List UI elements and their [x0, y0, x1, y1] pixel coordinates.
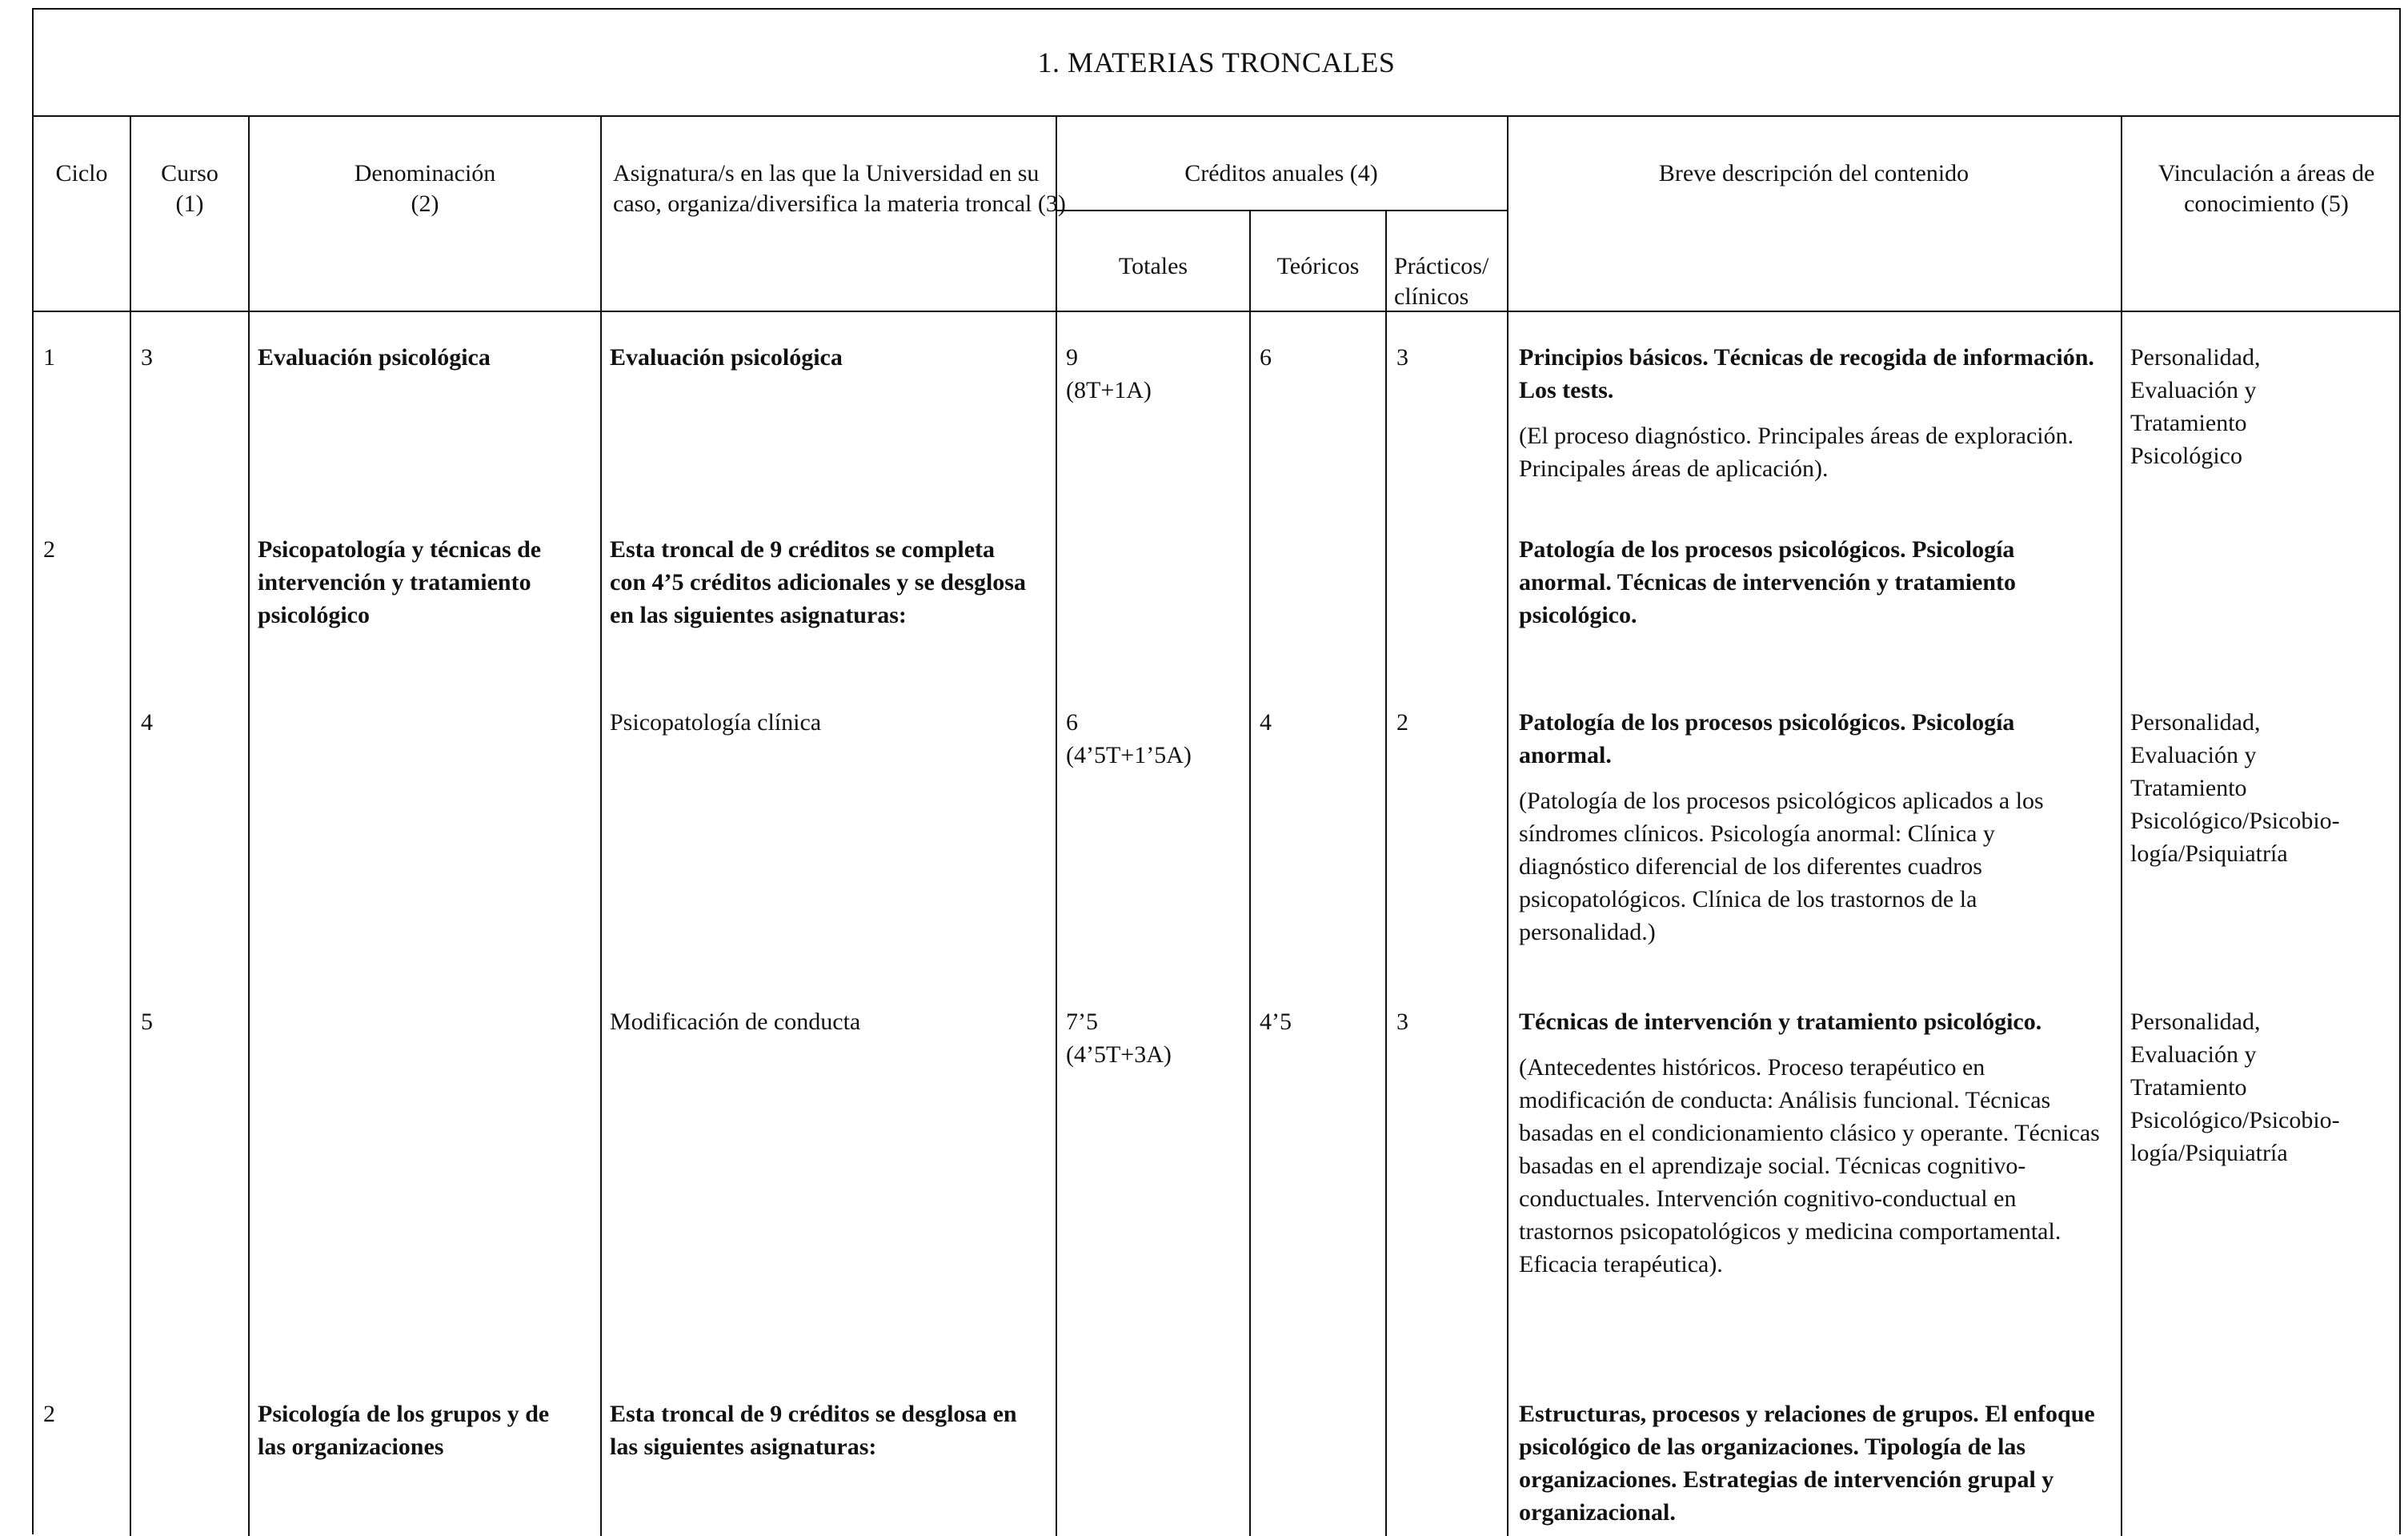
row1-ciclo: 1 [43, 344, 55, 371]
row3-descripcion [1519, 706, 2111, 948]
header-totales: Totales [1118, 253, 1188, 279]
col-divider-8 [2121, 117, 2122, 1536]
row4-vinculacion: Personalidad, Evaluación y Tratamiento Psicológico/Psicobio-logía/Psiquiatría [2130, 1009, 2340, 1166]
header-practicos: Prácticos/ clínicos [1394, 253, 1489, 310]
header-vinculacion: Vinculación a áreas de conocimiento (5) [2158, 160, 2375, 217]
creditos-subheader-rule [1056, 210, 1507, 211]
troncales-table [32, 8, 2401, 1534]
header-ciclo: Ciclo [55, 160, 108, 186]
row5-ciclo: 2 [43, 1401, 55, 1427]
col-divider-6 [1385, 210, 1387, 1536]
header-creditos: Créditos anuales (4) [1184, 160, 1378, 186]
row1-asignatura: Evaluación psicológica [610, 344, 843, 371]
row3-desc-plain: (Patología de los procesos psicológicos aplicados a los síndromes clínicos. Psicología anormal: Clínica y diagnóstico diferencial de los diferentes cuadros psicopatológicos. Clínica de los trastornos de la personalidad.) [1519, 788, 2044, 945]
row3-curso: 4 [141, 709, 153, 736]
row3-totales: 6 (4’5T+1’5A) [1066, 709, 1192, 768]
col-divider-7 [1507, 117, 1509, 1536]
row4-curso: 5 [141, 1009, 153, 1035]
row3-desc-bold: Patología de los procesos psicológicos. Psicología anormal. [1519, 709, 2015, 768]
row2-asignatura: Esta troncal de 9 créditos se completa con 4’5 créditos adicionales y se desglosa en las siguientes asignaturas: [610, 536, 1026, 628]
row1-curso: 3 [141, 344, 153, 371]
col-divider-5 [1249, 210, 1251, 1536]
row2-descripcion [1519, 533, 2111, 632]
row4-asignatura: Modificación de conducta [610, 1009, 861, 1035]
table-title: 1. MATERIAS TRONCALES [34, 10, 2399, 117]
col-divider-3 [600, 117, 602, 1536]
header-teoricos: Teóricos [1276, 253, 1360, 279]
header-denominacion: Denominación (2) [354, 160, 496, 217]
row2-denominacion: Psicopatología y técnicas de intervención y tratamiento psicológico [258, 536, 542, 628]
header-bottom-rule [34, 311, 2401, 312]
col-divider-1 [130, 117, 131, 1536]
row1-denominacion: Evaluación psicológica [258, 344, 491, 371]
row4-teoricos: 4’5 [1260, 1009, 1292, 1035]
row4-totales: 7’5 (4’5T+3A) [1066, 1009, 1172, 1068]
row4-desc-plain: (Antecedentes históricos. Proceso terapéutico en modificación de conducta: Análisis funcional. Técnicas basadas en el condicionamiento clásico y operante. Técnicas basadas en el aprendizaje social. Técnicas cognitivo-conductuales. Intervención cognitivo-conductual en trastornos psicopatológicos y medicina comportamental. Eficacia terapéutica). [1519, 1054, 2100, 1277]
row3-practicos: 2 [1396, 709, 1408, 736]
row1-desc-bold: Principios básicos. Técnicas de recogida de información. Los tests. [1519, 344, 2094, 403]
row3-vinculacion: Personalidad, Evaluación y Tratamiento Psicológico/Psicobio-logía/Psiquiatría [2130, 709, 2340, 867]
row1-practicos: 3 [1396, 344, 1408, 371]
col-divider-2 [248, 117, 250, 1536]
row5-descripcion [1519, 1398, 2111, 1529]
row1-teoricos: 6 [1260, 344, 1272, 371]
row1-totales: 9 (8T+1A) [1066, 344, 1152, 403]
row1-descripcion [1519, 341, 2111, 485]
row1-desc-plain: (El proceso diagnóstico. Principales áreas de exploración. Principales áreas de aplicación). [1519, 423, 2074, 482]
row1-vinculacion: Personalidad, Evaluación y Tratamiento Psicológico [2130, 344, 2261, 469]
row5-denominacion: Psicología de los grupos y de las organizaciones [258, 1401, 550, 1460]
row3-teoricos: 4 [1260, 709, 1272, 736]
row3-asignatura: Psicopatología clínica [610, 709, 822, 736]
header-descripcion: Breve descripción del contenido [1658, 160, 1969, 186]
row2-ciclo: 2 [43, 536, 55, 563]
row2-desc-bold: Patología de los procesos psicológicos. Psicología anormal. Técnicas de intervención y tratamiento psicológico. [1519, 536, 2017, 628]
row5-desc-bold: Estructuras, procesos y relaciones de grupos. El enfoque psicológico de las organizaciones. Tipología de las organizaciones. Estrategias de intervención grupal y organizacional. [1519, 1401, 2095, 1526]
header-asignaturas: Asignatura/s en las que la Universidad en su caso, organiza/diversifica la materia troncal (3) [613, 160, 1066, 217]
header-curso: Curso (1) [161, 160, 218, 217]
row4-practicos: 3 [1396, 1009, 1408, 1035]
col-divider-4 [1056, 117, 1057, 1536]
row4-desc-bold: Técnicas de intervención y tratamiento psicológico. [1519, 1009, 2042, 1035]
row5-asignatura: Esta troncal de 9 créditos se desglosa en las siguientes asignaturas: [610, 1401, 1017, 1460]
row4-descripcion [1519, 1005, 2111, 1281]
